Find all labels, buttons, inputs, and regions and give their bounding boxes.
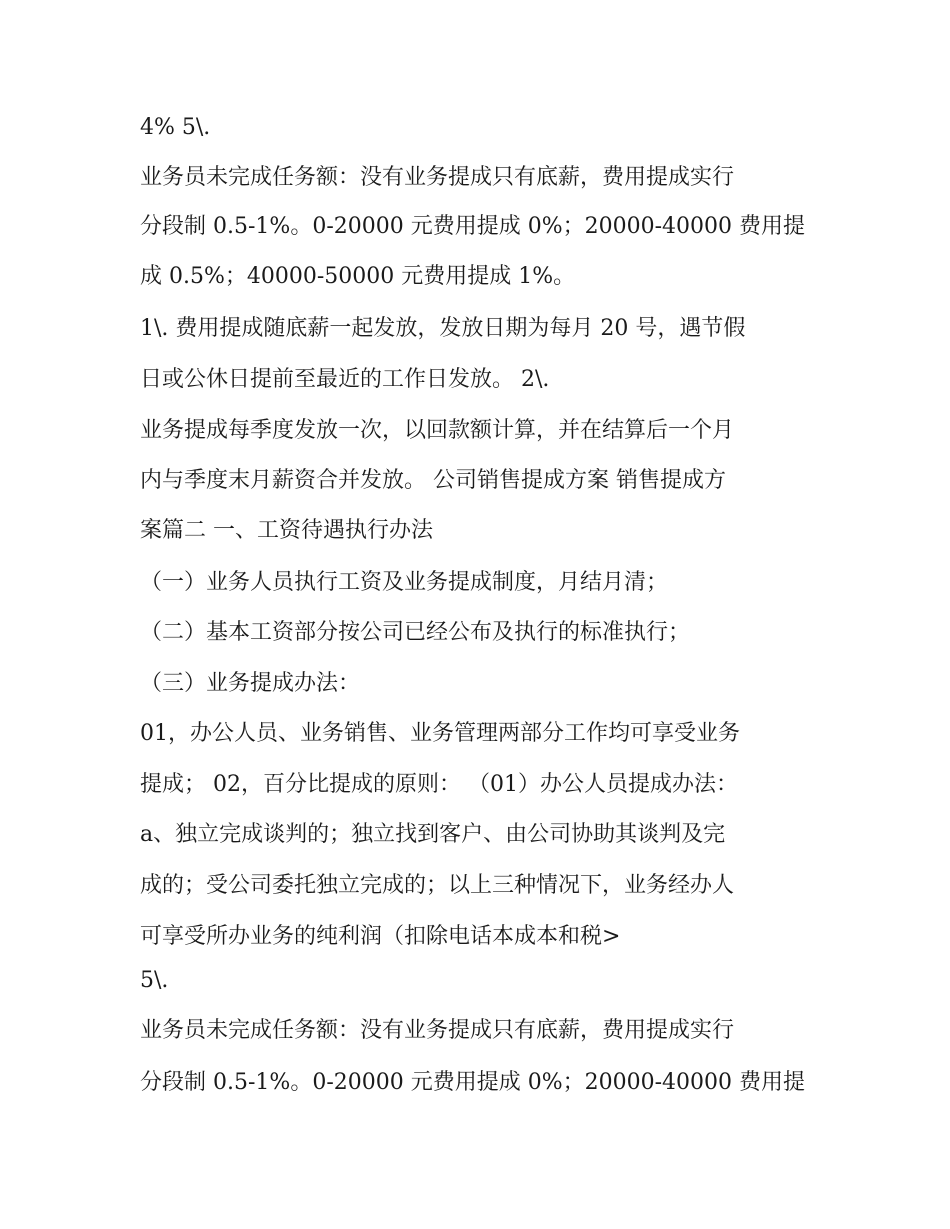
text-line: （三）业务提成办法： (140, 671, 361, 696)
text-line: （一）业务人员执行工资及业务提成制度，月结月清； (140, 570, 669, 595)
text-line: 分段制 0.5-1%。0-20000 元费用提成 0%；20000-40000 费用提 (140, 1070, 806, 1095)
text-line: 1\. 费用提成随底薪一起发放，发放日期为每月 20 号，遇节假 (140, 316, 746, 341)
text-line: 成的；受公司委托独立完成的；以上三种情况下，业务经办人 (140, 873, 735, 898)
text-line: 分段制 0.5-1%。0-20000 元费用提成 0%；20000-40000 费用提 (140, 214, 806, 239)
text-line: 业务员未完成任务额：没有业务提成只有底薪，费用提成实行 (140, 165, 735, 190)
text-line: 案篇二 一、工资待遇执行办法 (140, 518, 433, 543)
text-line: a、独立完成谈判的；独立找到客户、由公司协助其谈判及完 (140, 822, 726, 847)
text-line: 01，办公人员、业务销售、业务管理两部分工作均可享受业务 (140, 721, 740, 746)
text-line: 提成； 02，百分比提成的原则： （01）办公人员提成办法： (140, 772, 738, 797)
text-line: 业务提成每季度发放一次，以回款额计算，并在结算后一个月 (140, 418, 735, 443)
text-line: 可享受所办业务的纯利润（扣除电话本成本和税> (140, 924, 621, 949)
text-line: 内与季度末月薪资合并发放。 公司销售提成方案 销售提成方 (140, 468, 726, 493)
text-line: 成 0.5%；40000-50000 元费用提成 1%。 (140, 264, 576, 289)
text-line: 5\. (140, 968, 169, 993)
text-line: 业务员未完成任务额：没有业务提成只有底薪，费用提成实行 (140, 1018, 735, 1043)
text-line: 4% 5\. (140, 115, 211, 140)
text-line: 日或公休日提前至最近的工作日发放。 2\. (140, 367, 550, 392)
text-line: （二）基本工资部分按公司已经公布及执行的标准执行； (140, 620, 691, 645)
